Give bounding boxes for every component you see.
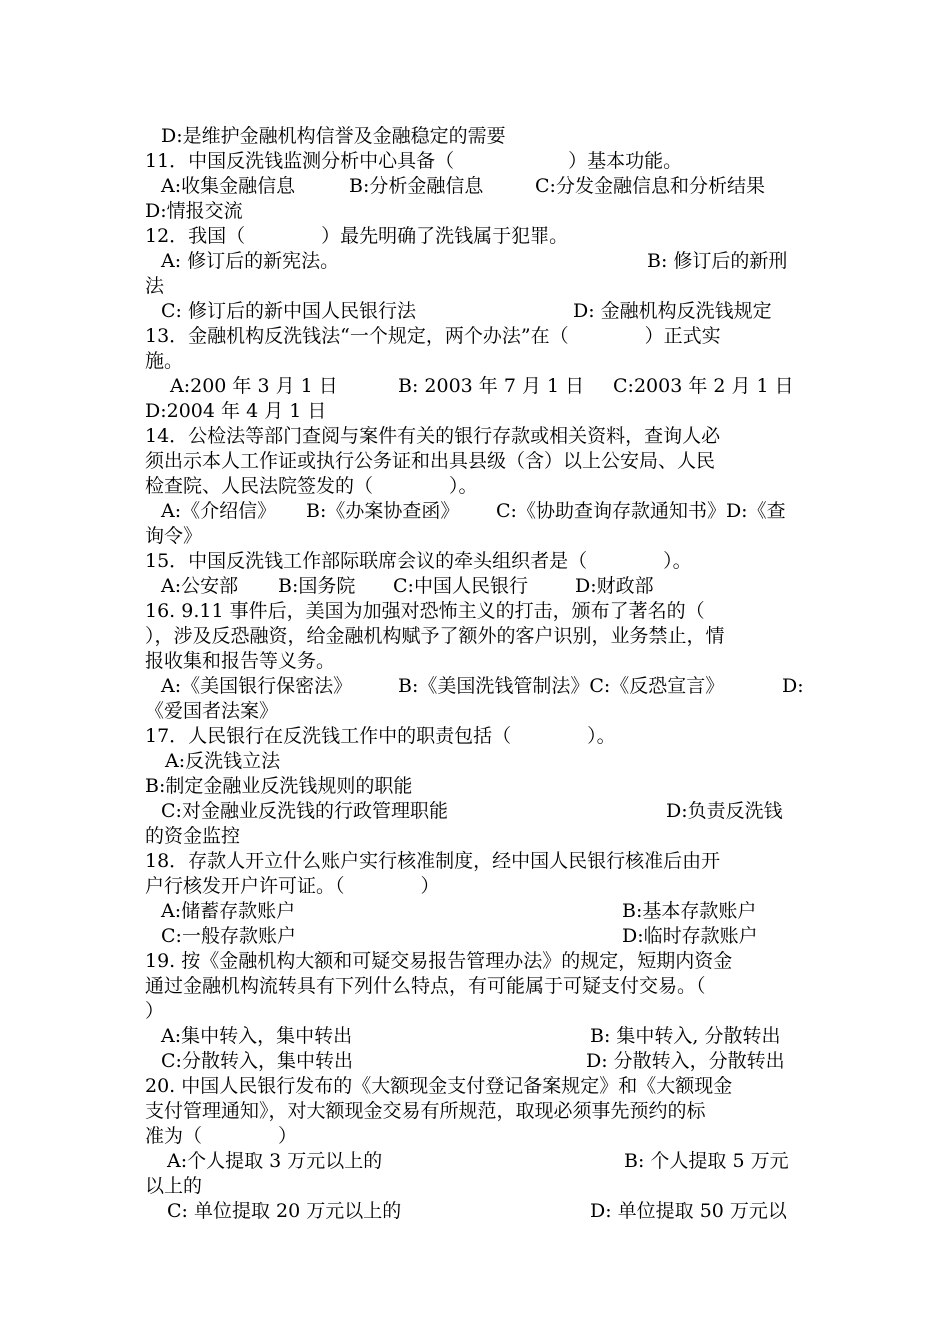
option-c: C:分散转入，集中转出 [161,1050,353,1072]
text-line: 户行核发开户许可证。（ ） [145,875,440,897]
text-line: D:是维护金融机构信誉及金融稳定的需要 [161,125,506,147]
option-b: B: 个人提取 5 万元 [624,1150,789,1172]
option-b: B:分析金融信息 [349,175,484,197]
option-d: D:负责反洗钱 [666,800,783,822]
option-d: D: [782,675,804,697]
text-line: ），涉及反恐融资，给金融机构赋予了额外的客户识别，业务禁止，情 [145,625,725,647]
text-line: 支付管理通知》，对大额现金交易有所规范，取现必须事先预约的标 [145,1100,706,1122]
option-c: C:中国人民银行 [393,575,528,597]
question-13: 13．金融机构反洗钱法“一个规定，两个办法”在（ ）正式实 [145,325,721,347]
option-row [145,924,807,949]
option-d: D:情报交流 [145,200,243,222]
option-c: C:分发金融信息和分析结果 [535,175,765,197]
option-row [145,1024,807,1049]
option-c: C:一般存款账户 [161,925,296,947]
text-line: 的资金监控 [145,825,241,847]
option-a: A:收集金融信息 [161,175,296,197]
option-d: D: 分散转入，分散转出 [586,1050,785,1072]
option-b: B: 修订后的新刑 [647,250,788,272]
option-b: B:基本存款账户 [622,900,757,922]
option-d: D: 金融机构反洗钱规定 [573,300,772,322]
option-c: C: 单位提取 20 万元以上的 [167,1200,402,1222]
option-c: C:对金融业反洗钱的行政管理职能 [161,800,448,822]
option-c: C:《协助查询存款通知书》D:《查 [496,500,786,522]
text-line: 以上的 [145,1175,203,1197]
option-d: D: 单位提取 50 万元以 [590,1200,787,1222]
text-line: 法 [145,275,165,297]
option-c: C:2003 年 2 月 1 日 [613,375,794,397]
option-b: B: 集中转入, 分散转出 [590,1025,781,1047]
text-line: 施。 [145,350,184,372]
option-a: A:集中转入，集中转出 [161,1025,353,1047]
option-row [145,499,807,524]
option-a: A:《美国银行保密法》 [161,675,353,697]
option-a: A:200 年 3 月 1 日 [170,375,338,397]
question-17: 17．人民银行在反洗钱工作中的职责包括（ ）。 [145,725,616,747]
option-d: D:财政部 [575,575,654,597]
option-d: D:2004 年 4 月 1 日 [145,400,327,422]
option-row [145,574,807,599]
option-b: B:《办案协查函》 [306,500,460,522]
option-a: A:个人提取 3 万元以上的 [167,1150,383,1172]
option-a: A: 修订后的新宪法。 [161,250,340,272]
text-line: 《爱国者法案》 [145,700,279,722]
text-line: 准为（ ） [145,1125,298,1147]
option-b: B: 2003 年 7 月 1 日 [398,375,585,397]
option-d: D:临时存款账户 [622,925,758,947]
question-14: 14．公检法等部门查阅与案件有关的银行存款或相关资料，查询人必 [145,425,721,447]
option-row [145,899,807,924]
text-line: 通过金融机构流转具有下列什么特点，有可能属于可疑支付交易。（ [145,975,706,997]
option-row [145,1199,807,1224]
option-b: B:制定金融业反洗钱规则的职能 [145,775,413,797]
question-15: 15．中国反洗钱工作部际联席会议的牵头组织者是（ ）。 [145,550,692,572]
option-row [145,374,807,399]
option-b: B:《美国洗钱管制法》C:《反恐宣言》 [398,675,725,697]
question-11: 11．中国反洗钱监测分析中心具备（ ）基本功能。 [145,150,683,172]
option-row [145,1149,807,1174]
question-19: 19. 按《金融机构大额和可疑交易报告管理办法》的规定，短期内资金 [145,950,733,972]
option-a: A:公安部 [161,575,239,597]
option-row [145,174,807,199]
option-row [145,299,807,324]
question-20: 20. 中国人民银行发布的《大额现金支付登记备案规定》和《大额现金 [145,1075,733,1097]
question-18: 18．存款人开立什么账户实行核准制度，经中国人民银行核准后由开 [145,850,721,872]
option-a: A:《介绍信》 [161,500,277,522]
question-12: 12．我国（ ）最先明确了洗钱属于犯罪。 [145,225,569,247]
text-line: 询令》 [145,525,203,547]
text-line: ） [145,1000,165,1022]
option-c: C: 修订后的新中国人民银行法 [161,300,416,322]
text-line: 须出示本人工作证或执行公务证和出具县级（含）以上公安局、人民 [145,450,716,472]
text-line: 检查院、人民法院签发的（ ）。 [145,475,478,497]
option-a: A:储蓄存款账户 [161,900,296,922]
option-row [145,249,807,274]
option-b: B:国务院 [278,575,356,597]
option-row [145,1049,807,1074]
option-a: A:反洗钱立法 [165,750,281,772]
option-row [145,799,807,824]
question-16: 16. 9.11 事件后，美国为加强对恐怖主义的打击，颁布了著名的（ [145,600,705,622]
text-line: 报收集和报告等义务。 [145,650,336,672]
option-row [145,674,807,699]
